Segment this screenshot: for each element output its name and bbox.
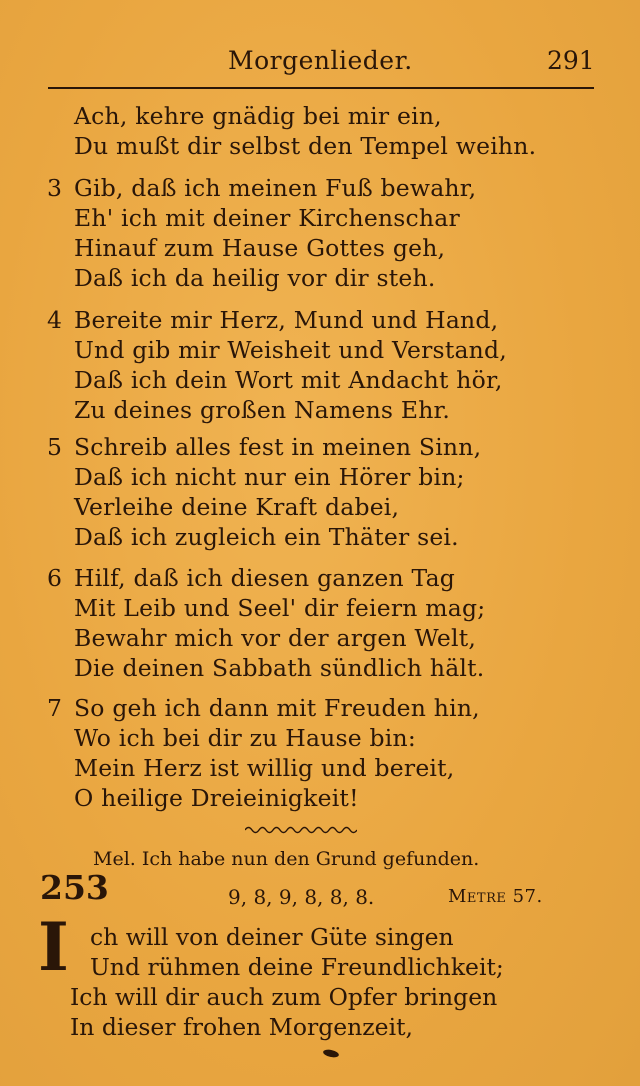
verse-number: 4 [47, 306, 62, 334]
verse-line: Ach, kehre gnädig bei mir ein, [74, 102, 442, 130]
hymn-number: 253 [40, 868, 109, 907]
verse-line: Mein Herz ist willig und bereit, [74, 754, 455, 782]
verse-line: Die deinen Sabbath sündlich hält. [74, 654, 485, 682]
verse-line: Und gib mir Weisheit und Verstand, [74, 336, 507, 364]
hymn-line: Ich will dir auch zum Opfer bringen [70, 983, 498, 1011]
verse-line: Hilf, daß ich diesen ganzen Tag [74, 564, 456, 592]
running-header-title: Morgenlieder. [228, 46, 413, 75]
verse-line: Wo ich bei dir zu Hause bin: [74, 724, 416, 752]
metre-label: Metre 57. [448, 886, 543, 907]
verse-number: 7 [47, 694, 62, 722]
hymn-line: In dieser frohen Morgenzeit, [70, 1013, 413, 1041]
melody-reference: Mel. Ich habe nun den Grund gefunden. [93, 848, 480, 870]
verse-number: 6 [47, 564, 62, 592]
wavy-divider-ornament [245, 824, 357, 836]
verse-number: 5 [47, 433, 62, 461]
hymn-line: ch will von deiner Güte singen [90, 923, 454, 951]
verse-line: O heilige Dreieinigkeit! [74, 784, 359, 812]
verse-line: So geh ich dann mit Freuden hin, [74, 694, 480, 722]
drop-cap-letter: I [38, 908, 69, 986]
verse-line: Eh' ich mit deiner Kirchenschar [74, 204, 460, 232]
verse-line: Zu deines großen Namens Ehr. [74, 396, 451, 424]
verse-line: Daß ich nicht nur ein Hörer bin; [74, 463, 465, 491]
verse-number: 3 [47, 174, 62, 202]
verse-line: Hinauf zum Hause Gottes geh, [74, 234, 446, 262]
ink-blot-mark [322, 1049, 340, 1058]
verse-line: Daß ich da heilig vor dir steh. [74, 264, 436, 292]
metre-syllable-count: 9, 8, 9, 8, 8, 8. [228, 885, 375, 909]
verse-line: Gib, daß ich meinen Fuß bewahr, [74, 174, 477, 202]
verse-line: Du mußt dir selbst den Tempel weihn. [74, 132, 537, 160]
header-rule [48, 87, 594, 89]
page-number: 291 [547, 46, 595, 75]
verse-line: Daß ich dein Wort mit Andacht hör, [74, 366, 503, 394]
verse-line: Bewahr mich vor der argen Welt, [74, 624, 477, 652]
verse-line: Bereite mir Herz, Mund und Hand, [74, 306, 499, 334]
hymn-line: Und rühmen deine Freundlichkeit; [90, 953, 504, 981]
verse-line: Mit Leib und Seel' dir feiern mag; [74, 594, 486, 622]
verse-line: Verleihe deine Kraft dabei, [74, 493, 400, 521]
verse-line: Daß ich zugleich ein Thäter sei. [74, 523, 459, 551]
verse-line: Schreib alles fest in meinen Sinn, [74, 433, 482, 461]
